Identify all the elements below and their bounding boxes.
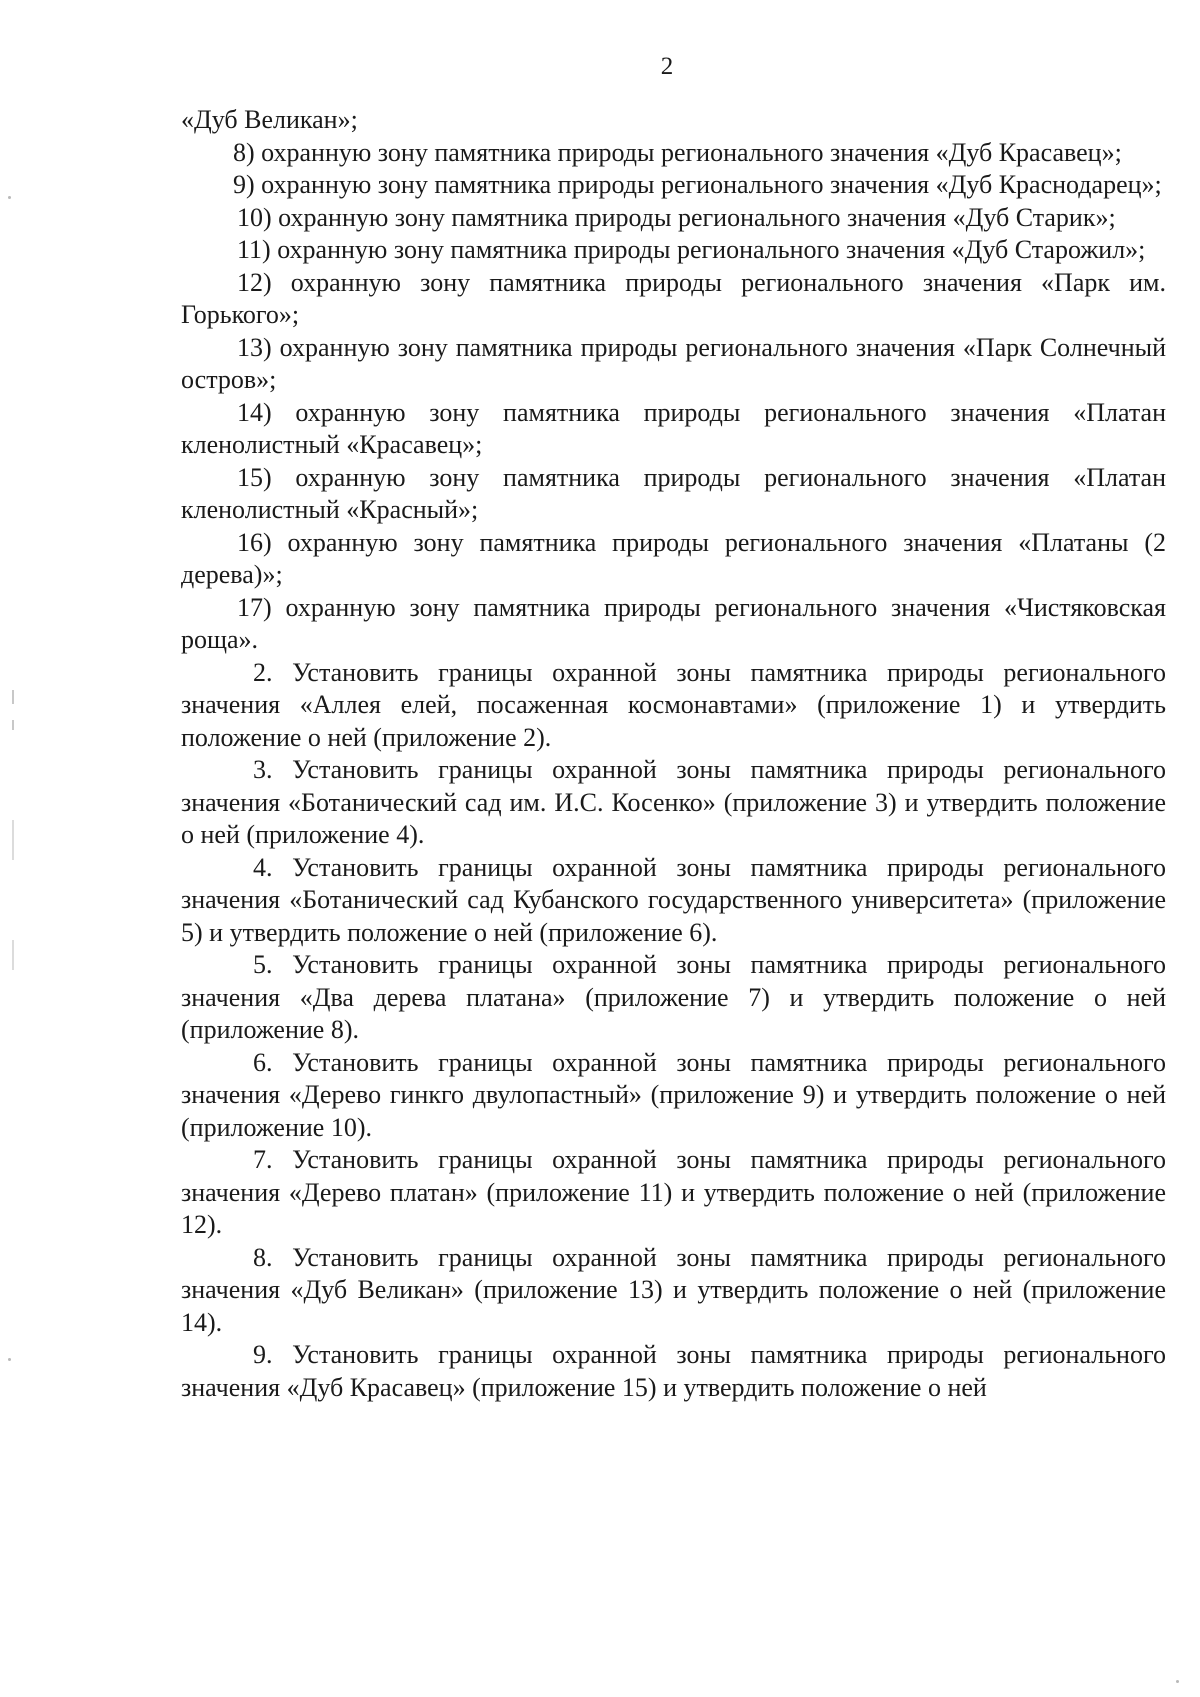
clause-4: 4. Установить границы охранной зоны памятника природы регионального значения «Ботанический сад Кубанского государственного университета» (приложение 5) и утвердить положение о ней (приложение 6). [181, 852, 1166, 947]
clause-7: 7. Установить границы охранной зоны памятника природы регионального значения «Дерево платан» (приложение 11) и утвердить положение о ней (приложение 12). [181, 1145, 1166, 1239]
scan-artifact [1176, 1680, 1179, 1683]
scan-artifact [12, 720, 14, 730]
scan-artifact [12, 940, 14, 970]
clause-5: 5. Установить границы охранной зоны памятника природы регионального значения «Два дерева платана» (приложение 7) и утвердить положение о ней (приложение 8). [181, 950, 1166, 1044]
list-item-9: 9) охранную зону памятника природы регионального значения «Дуб Краснодарец»; [233, 170, 1162, 199]
clause-9: 9. Установить границы охранной зоны памятника природы регионального значения «Дуб Красавец» (приложение 15) и утвердить положение о ней [181, 1340, 1166, 1402]
list-item-10: 10) охранную зону памятника природы регионального значения «Дуб Старик»; [237, 202, 1116, 232]
clause-6: 6. Установить границы охранной зоны памятника природы регионального значения «Дерево гинкго двулопастный» (приложение 9) и утвердить положение о ней (приложение 10). [181, 1047, 1166, 1142]
scan-artifact [8, 1358, 11, 1361]
document-body [181, 104, 1166, 1404]
list-item-17: 17) охранную зону памятника природы регионального значения «Чистяковская роща». [181, 592, 1166, 654]
paragraph-continuation: «Дуб Великан»; [181, 105, 358, 134]
list-item-11: 11) охранную зону памятника природы регионального значения «Дуб Старожил»; [237, 235, 1146, 264]
list-item-8: 8) охранную зону памятника природы регионального значения «Дуб Красавец»; [233, 137, 1122, 167]
list-item-13: 13) охранную зону памятника природы регионального значения «Парк Солнечный остров»; [181, 332, 1166, 394]
clause-3: 3. Установить границы охранной зоны памятника природы регионального значения «Ботанический сад им. И.С. Косенко» (приложение 3) и утвердить положение о ней (приложение 4). [181, 755, 1166, 849]
list-item-15: 15) охранную зону памятника природы регионального значения «Платан кленолистный «Красный»; [181, 462, 1166, 524]
scan-artifact [8, 196, 11, 199]
scan-artifact [12, 820, 14, 860]
page-number: 2 [660, 53, 674, 80]
clause-8: 8. Установить границы охранной зоны памятника природы регионального значения «Дуб Великан» (приложение 13) и утвердить положение о ней (приложение 14). [181, 1242, 1166, 1337]
list-item-12: 12) охранную зону памятника природы регионального значения «Парк им. Горького»; [181, 267, 1166, 329]
clause-2: 2. Установить границы охранной зоны памятника природы регионального значения «Аллея елей, посаженная космонавтами» (приложение 1) и утвердить положение о ней (приложение 2). [181, 657, 1166, 752]
scan-artifact [12, 690, 14, 704]
list-item-14: 14) охранную зону памятника природы регионального значения «Платан кленолистный «Красавец»; [181, 397, 1166, 459]
list-item-16: 16) охранную зону памятника природы регионального значения «Платаны (2 дерева)»; [181, 527, 1166, 589]
